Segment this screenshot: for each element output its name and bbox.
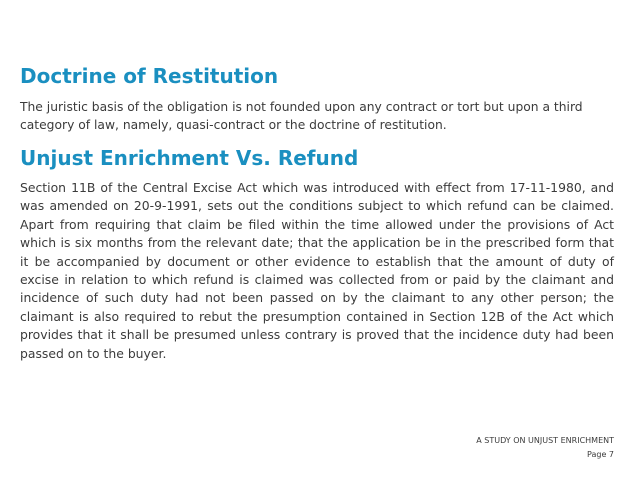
footer-page-number: Page 7 (587, 450, 614, 459)
page-footer (476, 434, 614, 462)
section-title-doctrine: Doctrine of Restitution (20, 64, 279, 88)
footer-document-title: A STUDY ON UNJUST ENRICHMENT (476, 436, 614, 445)
section-body-doctrine: The juristic basis of the obligation is not founded upon any contract or tort but upon a third category of law, namely, quasi-contract or the doctrine of restitution. (20, 100, 583, 133)
section-title-unjust-enrichment: Unjust Enrichment Vs. Refund (20, 146, 359, 170)
section-body-unjust-enrichment: Section 11B of the Central Excise Act which was introduced with effect from 17-11-1980, and was amended on 20-9-1991, sets out the conditions subject to which refund can be claimed. Apart from requiring that claim be filed within the time allowed under the provisions of Act which is six months from the relevant date; that the application be in the prescribed form that it be accompanied by document or other evidence to establish that the amount of duty of excise in relation to which refund is claimed was collected from or paid by the claimant and incidence of such duty had not been passed on by the claimant to any other person; the claimant is also required to rebut the presumption contained in Section 12B of the Act which provides that it shall be presumed unless contrary is proved that the incidence duty had been passed on to the buyer. (20, 180, 614, 361)
